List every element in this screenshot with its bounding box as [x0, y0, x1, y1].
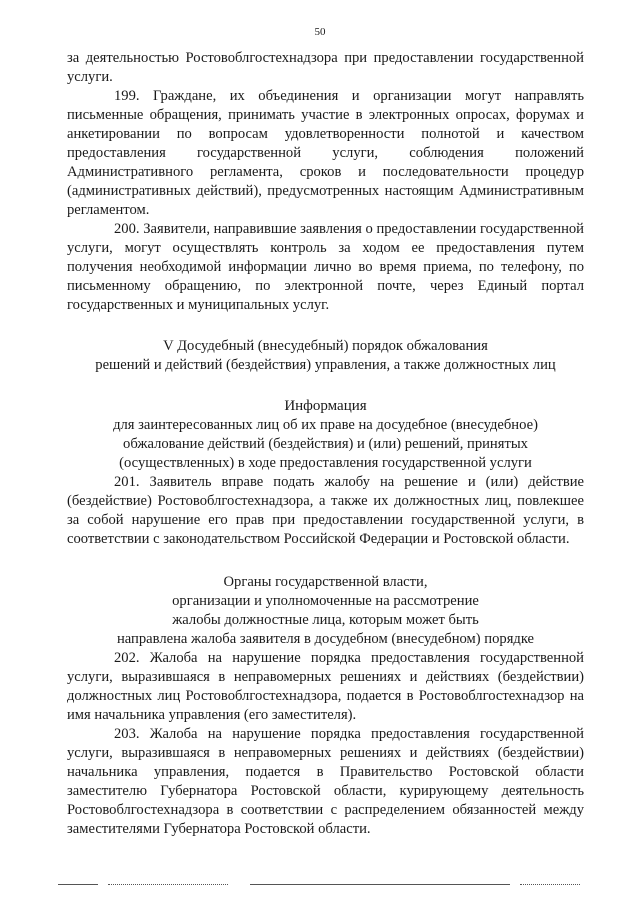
organs-heading-line-1: Органы государственной власти, [223, 574, 428, 590]
footer-rule [58, 884, 98, 885]
organs-heading [67, 573, 584, 649]
info-heading [67, 397, 584, 473]
paragraph-203: 203. Жалоба на нарушение порядка предоставления государственной услуги, выразившаяся в неправомерных решениях и действиях (бездействии) начальника управления, подается в Правительство Ростовской области заместителю Губернатора Ростовской области, курирующему деятельность Ростовоблгостехнадзора в соответствии с распределением обязанностей между заместителями Губернатора Ростовской области. [67, 726, 584, 837]
footer-rule [520, 884, 580, 885]
footer-rule [250, 884, 510, 885]
section-v-heading-line-1: V Досудебный (внесудебный) порядок обжалования [163, 338, 488, 354]
paragraph-201: 201. Заявитель вправе подать жалобу на решение и (или) действие (бездействие) Ростовоблгостехнадзора, а также их должностных лиц, повлекшее за собой нарушение его прав при предоставлении государственной услуги, в соответствии с законодательством Российской Федерации и Ростовской области. [67, 474, 584, 547]
paragraph-200: 200. Заявители, направившие заявления о предоставлении государственной услуги, могут осуществлять контроль за ходом ее предоставления путем получения необходимой информации лично во время приема, по телефону, по письменному обращению, по электронной почте, через Единый портал государственных и муниципальных услуг. [67, 221, 584, 313]
info-heading-line-3: (осуществленных) в ходе предоставления государственной услуги [119, 455, 532, 471]
paragraph-202: 202. Жалоба на нарушение порядка предоставления государственной услуги, выразившаяся в неправомерных решениях и действиях (бездействии) должностных лиц Ростовоблгостехнадзора, подается в Ростовоблгостехнадзор на имя начальника управления (его заместителя). [67, 650, 584, 723]
paragraph-continuation: за деятельностью Ростовоблгостехнадзора при предоставлении государственной услуги. [67, 50, 584, 85]
organs-heading-line-3: жалобы должностные лица, которым может быть [172, 612, 479, 628]
organs-heading-line-2: организации и уполномоченные на рассмотрение [172, 593, 479, 609]
document-body [67, 49, 584, 839]
organs-heading-line-4: направлена жалоба заявителя в досудебном (внесудебном) порядке [116, 631, 535, 647]
page-number: 50 [314, 26, 326, 38]
info-heading-line-1: для заинтересованных лиц об их праве на досудебное (внесудебное) [113, 417, 538, 433]
section-v-heading [67, 337, 584, 375]
info-heading-title: Информация [284, 398, 367, 414]
section-v-heading-line-2: решений и действий (бездействия) управления, а также должностных лиц [95, 357, 556, 373]
info-heading-line-2: обжалование действий (бездействия) и (или) решений, принятых [123, 436, 528, 452]
paragraph-199: 199. Граждане, их объединения и организации могут направлять письменные обращения, принимать участие в электронных опросах, форумах и анкетировании по вопросам удовлетворенности полнотой и качеством предоставления государственной услуги, соблюдения положений Административного регламента, сроков и последовательности процедур (административных действий), предусмотренных настоящим Административным регламентом. [67, 88, 584, 218]
footer-rule [108, 884, 228, 885]
